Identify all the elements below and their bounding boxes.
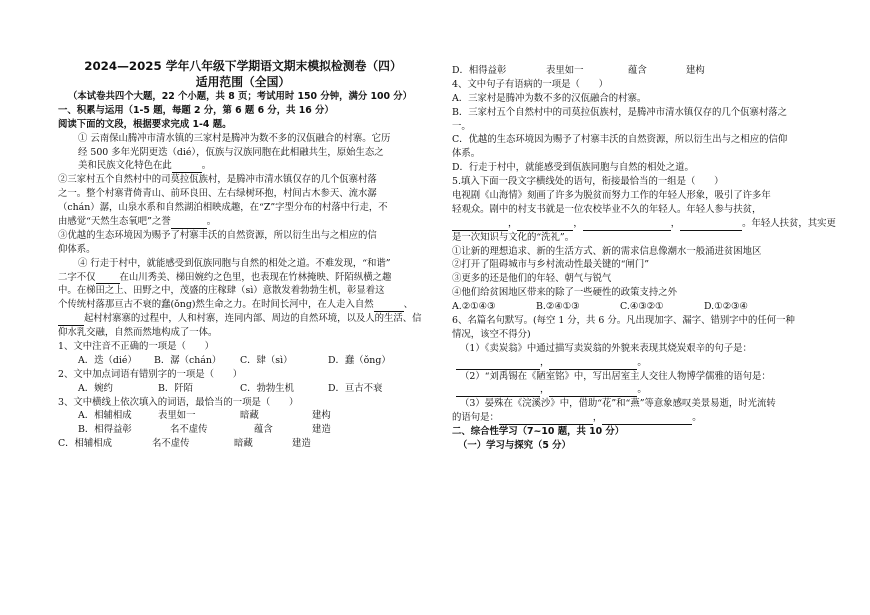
option-c[interactable]: C．勃勃生机: [240, 382, 295, 394]
blank-line[interactable]: [583, 220, 671, 231]
option-word: B．相得益彰: [78, 424, 132, 436]
option-word: 名不虚传: [170, 424, 208, 436]
option-word: 蕴含: [254, 424, 273, 436]
option-word: 建造: [312, 424, 331, 436]
option-word: 名不虚传: [152, 438, 190, 450]
passage-line: （chán）潺，山泉水系和自然湖泊相映成趣，在“Z”字型分布的村落中行走，不: [58, 202, 388, 214]
instruction: 阅读下面的文段，根据要求完成 1-4 题。: [58, 118, 232, 130]
answer-blank[interactable]: [549, 386, 637, 397]
exam-info: （本试卷共四个大题，22 个小题，共 8 页；考试用时 150 分钟，满分 100 分）: [68, 91, 413, 102]
passage-line: 经 500 多年光阴更迭（dié），佤族与汉族同胞在此相融共生，原始生态之: [78, 146, 384, 158]
question-6-3-cont: 的语句是： ， 。: [452, 412, 702, 424]
section-heading: 二、综合性学习（7~10 题，共 10 分）: [452, 426, 625, 438]
option-b[interactable]: B．潺（chán）: [154, 354, 222, 366]
option-a[interactable]: A．三家村是腾冲为数不多的汉佤融合的村寨。: [452, 92, 647, 104]
question-6-cont: 情况，该空不得分): [452, 328, 531, 340]
question-5: 5.填入下面一段文字横线处的语句，衔接最恰当的一组是（ ）: [452, 176, 724, 188]
passage-line: 仰水乳交融，自然而然地构成了一体。: [58, 327, 218, 339]
blank-line[interactable]: [680, 220, 742, 231]
answer-blank[interactable]: [499, 414, 593, 425]
question-6-1: （1）《卖炭翁》中通过描写卖炭翁的外貌来表现其烧炭艰辛的句子是：: [460, 342, 752, 354]
question-1-options: [58, 354, 428, 368]
answer-blank[interactable]: [456, 359, 540, 370]
question-3: 3、文中横线上依次填入的词语，最恰当的一项是（ ）: [58, 396, 299, 408]
blank-line: [374, 301, 404, 312]
passage-line: 电视剧《山海情》刻画了许多为脱贫而努力工作的年轻人形象，吸引了许多年: [452, 190, 771, 202]
option-c[interactable]: C．肆（sì）: [240, 354, 293, 366]
option-c[interactable]: C.④③②①: [620, 301, 664, 313]
exam-subtitle: 适用范围（全国）: [195, 75, 291, 89]
sentence-2: ②打开了阻碍城市与乡村流动性最关键的“闸门”: [452, 259, 650, 271]
option-word: D．相得益彰: [452, 65, 507, 76]
option-d[interactable]: D．亘古不衰: [328, 382, 383, 394]
option-word: 暗藏: [234, 438, 253, 450]
blank-line: [58, 315, 84, 326]
option-word: 蕴含: [628, 65, 647, 76]
question-5-options: [452, 300, 824, 314]
option-word: 建构: [686, 65, 705, 76]
option-word: 建构: [312, 410, 331, 422]
passage-line: 是一次知识与文化的“洗礼”。: [452, 231, 575, 243]
answer-blank[interactable]: [456, 386, 540, 397]
option-word: 暗藏: [240, 410, 259, 422]
answer-row: ， 。: [452, 356, 824, 370]
left-column: [58, 58, 428, 451]
question-6-2: （2）“刘禹锡在《陋室铭》中，写出居室主人交往人物博学儒雅的语句是：: [460, 370, 771, 382]
question-4: 4、文中句子有语病的一项是（ ）: [452, 78, 608, 90]
passage-line: 美和民族文化特色在此 。: [78, 160, 212, 172]
option-d[interactable]: D．行走于村中，就能感受到佤族同胞与自然的相处之道。: [452, 162, 694, 174]
blank-line: [96, 273, 120, 284]
option-d[interactable]: D．蠢（ǒng）: [328, 354, 391, 366]
passage-line: 个传统村落那亘古不衰的蠢(ǒng)然生命之力。在时间长河中，在人走入自然 、: [58, 299, 414, 311]
section-heading: 一、积累与运用（1-5 题，每题 2 分，第 6 题 6 分，共 16 分）: [58, 104, 334, 116]
sentence-3: ③更多的还是他们的年轻、朝气与锐气: [452, 273, 612, 285]
blank-line[interactable]: [517, 220, 573, 231]
passage-line: ① 云南保山腾冲市清水镇的三家村是腾冲为数不多的汉佤融合的村寨。它历: [78, 132, 391, 144]
question-1: 1、文中注音不正确的一项是（ ）: [58, 341, 214, 353]
blank-line: [171, 218, 207, 229]
option-word: 表里如一: [158, 410, 196, 422]
option-c[interactable]: C．优越的生态环境因为赐予了村寨丰沃的自然资源，所以衍生出与之相应的信仰: [452, 134, 788, 146]
option-a[interactable]: A．迭（dié）: [78, 354, 137, 366]
passage-line: 起村村寨寨的过程中，人和村寨，连同内部、周边的自然环境，以及人的生活、信: [58, 312, 428, 326]
question-3-option-a[interactable]: [58, 409, 428, 423]
sentence-4: ④他们给贫困地区带来的除了一些硬性的政策支持之外: [452, 287, 678, 299]
passage-line: ， ， ， 。年轻人扶贫，其实更: [452, 217, 824, 231]
question-6: 6、名篇名句默写。(每空 1 分，共 6 分。凡出现加字、漏字、错别字中的任何一种: [452, 315, 795, 327]
passage-line: 仰体系。: [58, 243, 96, 255]
right-column: [452, 64, 836, 453]
passage-line: 轻观众。剧中的村支书就是一位农校毕业不久的年轻人。年轻人参与扶贫，: [452, 203, 762, 215]
option-b-cont: 一。: [452, 120, 471, 132]
subsection-heading: （一）学习与探究（5 分）: [458, 440, 571, 452]
passage-line: 中。在梯田之上、田野之中，茂盛的庄稼肆（sì）意散发着勃勃生机，彰显着这: [58, 285, 385, 297]
option-b[interactable]: B.②④①③: [536, 301, 580, 313]
option-c-cont: 体系。: [452, 148, 481, 160]
passage-line: 之一。整个村寨背倚青山、前环良田、左右绿树环抱，村间古木参天、流水潺: [58, 188, 377, 200]
question-2-options: [58, 382, 428, 396]
sentence-1: ①让新的理想追求、新的生活方式、新的需求信息像潮水一般涌进贫困地区: [452, 245, 762, 257]
option-a[interactable]: A．婉约: [78, 382, 113, 394]
option-a[interactable]: A.②①④③: [452, 301, 496, 313]
option-d[interactable]: D.①②③④: [704, 301, 748, 313]
answer-blank[interactable]: [549, 359, 637, 370]
question-3-option-c[interactable]: [58, 437, 428, 451]
exam-title: 2024—2025 学年八年级下学期语文期末模拟检测卷（四）: [84, 59, 402, 73]
question-3-option-d[interactable]: [452, 64, 824, 78]
question-6-3: （3）晏殊在《浣溪沙》中，借助“花”和“燕”等意象感叹美景易逝，时光流转: [460, 398, 776, 410]
passage-line: ③优越的生态环境因为赐予了村寨丰沃的自然资源，所以衍生出与之相应的信: [58, 229, 377, 241]
passage-line: ④ 行走于村中，就能感受到佤族同胞与自然的相处之道。不难发现，“和谐”: [78, 257, 391, 269]
option-word: A．相辅相成: [78, 410, 132, 422]
question-3-option-b[interactable]: [58, 423, 428, 437]
option-word: C．相辅相成: [58, 438, 113, 450]
passage-line: 由感觉“天然生态氧吧”之誉 。: [58, 216, 217, 228]
passage-line: ②三家村五个自然村中的司莫拉佤族村，是腾冲市清水镇仅存的几个佤寨村落: [58, 174, 377, 186]
option-b[interactable]: B．阡陌: [158, 382, 194, 394]
blank-line: [172, 162, 202, 173]
answer-blank[interactable]: [602, 414, 692, 425]
passage-line: 二字不仅 在山川秀美、梯田婉约之色里，也表现在竹林掩映、阡陌纵横之趣: [58, 271, 392, 283]
answer-row: ， 。: [452, 383, 824, 397]
option-word: 建造: [292, 438, 311, 450]
question-2: 2、文中加点词语有错别字的一项是（ ）: [58, 368, 243, 380]
option-word: 表里如一: [546, 65, 584, 76]
option-b[interactable]: B．三家村五个自然村中的司莫拉佤族村，是腾冲市清水镇仅存的几个佤寨村落之: [452, 106, 788, 118]
blank-line[interactable]: [452, 220, 508, 231]
